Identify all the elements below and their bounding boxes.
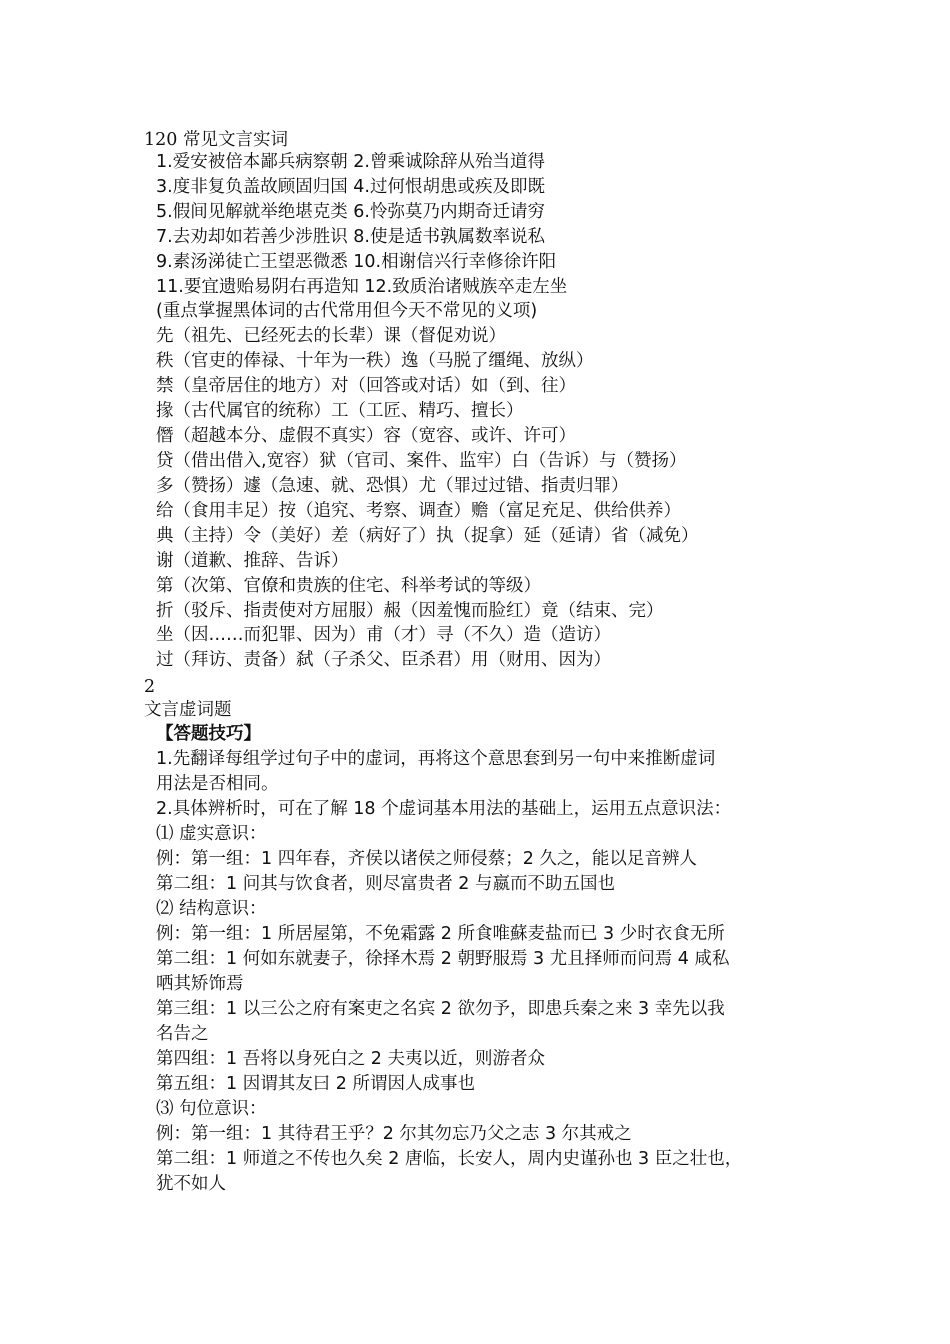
definition-line: 谢（道歉、推辞、告诉） (156, 551, 349, 571)
word-group-line: 7.去劝却如若善少涉胜识 8.使是适书孰属数率说私 (156, 227, 545, 247)
example-line: 哂其矫饰焉 (156, 974, 244, 994)
definition-line: 先（祖先、已经死去的长辈）课（督促劝说） (156, 326, 506, 346)
word-group-line: 11.要宜遗贻易阴右再造知 12.致质治诸贼族卒走左坐 (156, 277, 568, 297)
word-group-line: 1.爱安被倍本鄙兵病察朝 2.曾乘诚除辞从殆当道得 (156, 152, 545, 172)
section-title-shici: 120 常见文言实词 (144, 130, 288, 150)
definition-line: 多（赞扬）遽（急速、就、恐惧）尤（罪过过错、指责归罪） (156, 476, 629, 496)
example-line: 第四组：1 吾将以身死白之 2 夫夷以近，则游者众 (156, 1049, 545, 1069)
word-group-line: 5.假间见解就举绝堪克类 6.怜弥莫乃内期奇迁请穷 (156, 202, 545, 222)
section-number: 2 (144, 677, 156, 697)
subheading-line: ⑶ 句位意识： (156, 1099, 267, 1119)
example-line: 例：第一组：1 四年春，齐侯以诸侯之师侵蔡；2 久之，能以足音辨人 (156, 849, 697, 869)
example-line: 例：第一组：1 其待君王乎？2 尔其勿忘乃父之志 3 尔其戒之 (156, 1124, 632, 1144)
definition-line: 过（拜访、责备）弑（子杀父、臣杀君）用（财用、因为） (156, 650, 611, 670)
example-line: 第五组：1 因谓其友曰 2 所谓因人成事也 (156, 1074, 475, 1094)
definition-line: 典（主持）令（美好）差（病好了）执（捉拿）延（延请）省（减免） (156, 526, 699, 546)
tips-header: 【答题技巧】 (156, 724, 261, 744)
definition-line: 掾（古代属官的统称）工（工匠、精巧、擅长） (156, 401, 524, 421)
body-line: 用法是否相同。 (156, 774, 279, 794)
word-group-line: 3.度非复负盖故顾固归国 4.过何恨胡患或疾及即既 (156, 177, 545, 197)
example-line: 第三组：1 以三公之府有案吏之名宾 2 欲勿予，即患兵秦之来 3 幸先以我 (156, 999, 725, 1019)
example-line: 犹不如人 (156, 1174, 226, 1194)
subheading-line: ⑵ 结构意识： (156, 899, 267, 919)
example-line: 名告之 (156, 1024, 209, 1044)
definition-line: 贷（借出借入,宽容）狱（官司、案件、监牢）白（告诉）与（赞扬） (156, 451, 687, 471)
definition-line: 秩（官吏的俸禄、十年为一秩）逸（马脱了缰绳、放纵） (156, 351, 594, 371)
subheading-line: ⑴ 虚实意识： (156, 824, 267, 844)
example-line: 第二组：1 师道之不传也久矣 2 唐临，长安人，周内史谨孙也 3 臣之壮也， (156, 1149, 743, 1169)
definition-line: 折（驳斥、指责使对方屈服）赧（因羞愧而脸红）竟（结束、完） (156, 601, 664, 621)
definition-line: 坐（因……而犯罪、因为）甫（才）寻（不久）造（造访） (156, 625, 611, 645)
body-line: 2.具体辨析时，可在了解 18 个虚词基本用法的基础上，运用五点意识法： (156, 799, 732, 819)
word-group-line: 9.素汤涕徒亡王望恶微悉 10.相谢信兴行幸修徐许阳 (156, 252, 557, 272)
example-line: 第二组：1 何如东就妻子，徐择木焉 2 朝野服焉 3 尤且择师而问焉 4 咸私 (156, 949, 730, 969)
body-line: 1.先翻译每组学过句子中的虚词，再将这个意思套到另一句中来推断虚词 (156, 749, 716, 769)
example-line: 第二组：1 问其与饮食者，则尽富贵者 2 与嬴而不助五国也 (156, 874, 615, 894)
definition-line: 给（食用丰足）按（追究、考察、调查）赡（富足充足、供给供养） (156, 501, 681, 521)
definition-line: 僭（超越本分、虚假不真实）容（宽容、或许、许可） (156, 426, 576, 446)
note-line: (重点掌握黑体词的古代常用但今天不常见的义项) (156, 301, 538, 321)
definition-line: 禁（皇帝居住的地方）对（回答或对话）如（到、往） (156, 376, 576, 396)
example-line: 例：第一组：1 所居屋第，不免霜露 2 所食唯蘇麦盐而已 3 少时衣食无所 (156, 924, 725, 944)
section-title-xuci: 文言虚词题 (144, 700, 232, 720)
definition-line: 第（次第、官僚和贵族的住宅、科举考试的等级） (156, 576, 541, 596)
